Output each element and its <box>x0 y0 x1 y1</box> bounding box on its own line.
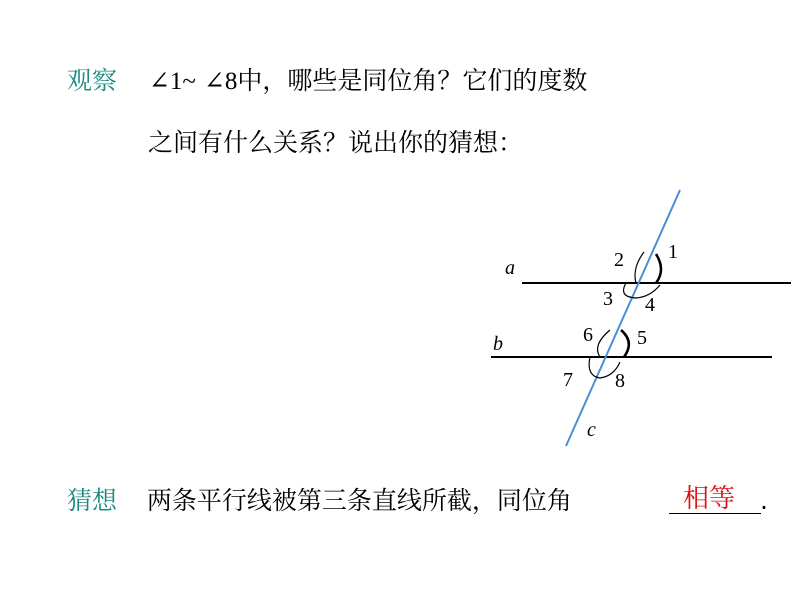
blank-underline <box>669 513 761 514</box>
label-angle-1: 1 <box>668 241 678 263</box>
angle-arc-5 <box>621 330 629 357</box>
transversal-c <box>566 190 680 446</box>
conjecture-tag: 猜想 <box>67 486 118 515</box>
angle-symbol-1: ∠ <box>148 68 170 95</box>
label-line-a: a <box>505 257 515 279</box>
label-angle-5: 5 <box>637 327 647 349</box>
conjecture-text: 两条平行线被第三条直线所截，同位角 <box>146 486 572 515</box>
label-angle-6: 6 <box>583 324 593 346</box>
observe-tag: 观察 <box>67 66 118 95</box>
end-period: . <box>760 486 768 515</box>
label-angle-3: 3 <box>603 288 613 310</box>
observe-line-2: 之间有什么关系？说出你的猜想： <box>148 128 524 157</box>
angle-arc-1 <box>656 254 661 283</box>
answer-blank <box>669 478 761 514</box>
label-angle-4: 4 <box>645 294 655 316</box>
conjecture-line <box>67 488 572 513</box>
label-line-c: c <box>587 419 596 441</box>
label-angle-7: 7 <box>563 369 573 391</box>
angle-symbol-2: ∠ <box>203 68 225 95</box>
label-line-b: b <box>493 333 503 355</box>
label-angle-8: 8 <box>615 370 625 392</box>
angle-number-2: 8 <box>224 68 238 95</box>
answer-text: 相等 <box>683 484 736 514</box>
angle-number-1: 1~ <box>169 68 196 95</box>
angle-arc-2 <box>635 252 644 283</box>
label-angle-2: 2 <box>614 249 624 271</box>
question-text: 中，哪些是同位角？它们的度数 <box>237 66 588 95</box>
